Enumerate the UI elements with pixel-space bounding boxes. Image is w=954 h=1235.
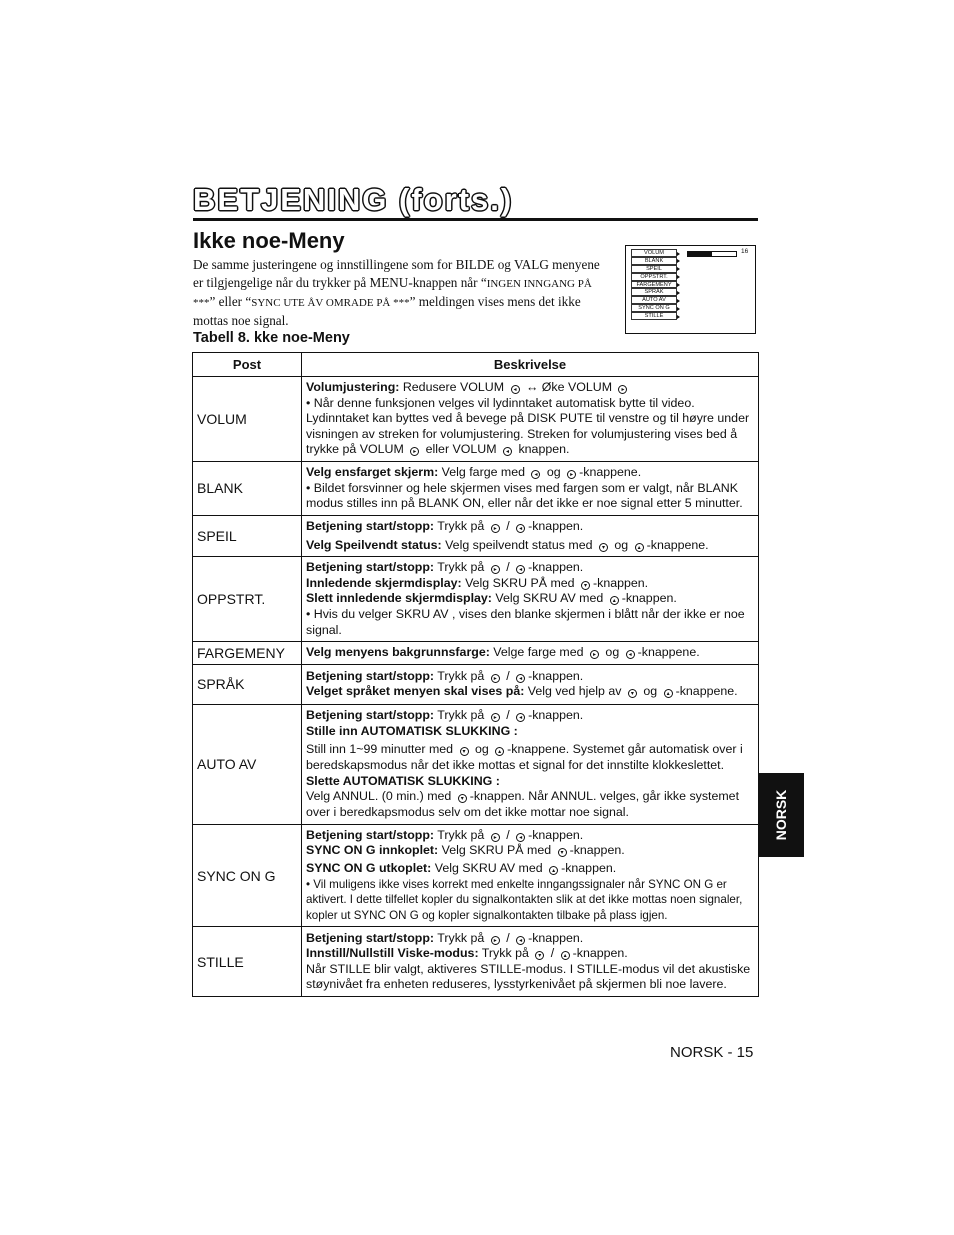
osd-item-blank: BLANK xyxy=(631,257,677,265)
row-desc-auto-av: Betjening start/stopp: Trykk på ▸ / ◂ -knappen. Stille inn AUTOMATISK SLUKKING : Still inn 1~99 minutter med ▾ og ▴ -knappene. Systemet går automatisk over i beredskapsmodus når det ikke mottas et signal for det innstilte klokkeslettet. Slette AUTOMATISK SLUKKING : Velg ANNUL. (0 min.) med ▾ -knappen. Når ANNUL. velges, går ikke systemet over i beredkapsmodus selv om det ikke mottar noe signal. xyxy=(302,704,759,824)
row-desc-blank: Velg ensfarget skjerm: Velg farge med ◂ og ▸ -knappene. • Bildet forsvinner og hele skjermen vises med fargen som er valgt, når BLANK modus stilles inn på BLANK ON, eller når det ikke er noe signal etter 5 minutter. xyxy=(302,461,759,515)
left-arrow-button-icon: ◂ xyxy=(516,674,525,683)
left-arrow-button-icon: ◂ xyxy=(516,713,525,722)
right-arrow-button-icon: ▸ xyxy=(491,833,500,842)
row-desc-sync-on-g: Betjening start/stopp: Trykk på ▸ / ◂ -knappen. SYNC ON G innkoplet: Velg SKRU PÅ med ▾ -knappen. SYNC ON G utkoplet: Velg SKRU AV med ▴ -knappen. • Vil muligens ikke vises korrekt med enkelte inngangssignaler når SYNC ON G er aktivert. I dette tilfellet kopler du signalkontakten slik at det ikke mottas noen signaler, kopler ut SYNC ON G og kopler signalkontakten tilbake på plass igjen. xyxy=(302,824,759,927)
table-row xyxy=(193,515,759,556)
row-post-volum: VOLUM xyxy=(193,377,302,462)
up-arrow-button-icon: ▴ xyxy=(664,689,673,698)
right-arrow-button-icon: ▸ xyxy=(491,524,500,533)
left-arrow-button-icon: ◂ xyxy=(626,650,635,659)
row-desc-stille: Betjening start/stopp: Trykk på ▸ / ◂ -knappen. Innstill/Nullstill Viske-modus: Trykk på ▾ / ▴ -knappen. Når STILLE blir valgt, aktiveres STILLE-modus. I STILLE-modus vil det akustiske støynivået fra enheten reduseres, lysstyrkenivået på skjermen bli noe lavere. xyxy=(302,927,759,997)
row-desc-sprak: Betjening start/stopp: Trykk på ▸ / ◂ -knappen. Velget språket menyen skal vises på: Velg ved hjelp av ▾ og ▴ -knappene. xyxy=(302,664,759,704)
row-post-blank: BLANK xyxy=(193,461,302,515)
osd-item-auto-av: AUTO AV xyxy=(631,296,677,304)
right-arrow-button-icon: ▸ xyxy=(567,470,576,479)
down-arrow-button-icon: ▾ xyxy=(581,581,590,590)
osd-item-sprak: SPRÅK xyxy=(631,288,677,296)
table-row xyxy=(193,557,759,642)
up-arrow-button-icon: ▴ xyxy=(549,866,558,875)
language-side-tab-label: NORSK xyxy=(773,789,789,841)
row-post-oppstrt: OPPSTRT. xyxy=(193,557,302,642)
up-arrow-button-icon: ▴ xyxy=(495,747,504,756)
table-row xyxy=(193,642,759,665)
page-number: NORSK - 15 xyxy=(670,1044,754,1061)
left-arrow-button-icon: ◂ xyxy=(516,936,525,945)
right-arrow-button-icon: ▸ xyxy=(491,936,500,945)
right-arrow-button-icon: ▸ xyxy=(618,385,627,394)
down-arrow-button-icon: ▾ xyxy=(535,951,544,960)
table-row xyxy=(193,664,759,704)
down-arrow-button-icon: ▾ xyxy=(460,747,469,756)
right-arrow-button-icon: ▸ xyxy=(491,713,500,722)
page-title: BETJENING (forts.) xyxy=(193,182,514,217)
left-arrow-button-icon: ◂ xyxy=(516,524,525,533)
up-arrow-button-icon: ▴ xyxy=(610,596,619,605)
up-arrow-button-icon: ▴ xyxy=(561,951,570,960)
down-arrow-button-icon: ▾ xyxy=(458,794,467,803)
osd-item-stille: STILLE xyxy=(631,312,677,320)
osd-item-volum: VOLUM xyxy=(631,249,677,257)
left-arrow-button-icon: ◂ xyxy=(531,470,540,479)
down-arrow-button-icon: ▾ xyxy=(599,543,608,552)
row-post-stille: STILLE xyxy=(193,927,302,997)
table-row xyxy=(193,927,759,997)
left-arrow-button-icon: ◂ xyxy=(511,385,520,394)
row-desc-volum: Volumjustering: Redusere VOLUM ◂ ↔ Øke VOLUM ▸ • Når denne funksjonen velges vil lydinntaket automatisk bytte til video. Lydinntaket kan byttes ved å bevege på DISK PUTE til venstre og til høyre under visningen av streken for volumjustering. Streken for volumjustering vises bed å trykke på VOLUM ▸ eller VOLUM ◂ knappen. xyxy=(302,377,759,462)
table-header-row xyxy=(193,353,759,377)
row-desc-oppstrt: Betjening start/stopp: Trykk på ▸ / ◂ -knappen. Innledende skjermdisplay: Velg SKRU PÅ med ▾ -knappen. Slett innledende skjermdisplay: Velg SKRU AV med ▴ -knappen. • Hvis du velger SKRU AV , vises den blanke skjermen i blått når der ikke er noe signal. xyxy=(302,557,759,642)
osd-volume-bar-fill xyxy=(688,252,712,256)
left-arrow-button-icon: ◂ xyxy=(516,565,525,574)
intro-paragraph: De samme justeringene og innstillingene som for BILDE og VALG menyene er tilgjengelige når du trykker på MENU-knappen når “INGEN INNGANG PÅ ***” eller “SYNC UTE ÅV OMRADE PÅ ***” meldingen vises mens det ikke mottas noe signal. xyxy=(193,257,600,328)
row-post-sync-on-g: SYNC ON G xyxy=(193,824,302,927)
table-row xyxy=(193,377,759,462)
row-post-speil: SPEIL xyxy=(193,515,302,556)
right-arrow-button-icon: ▸ xyxy=(590,650,599,659)
down-arrow-button-icon: ▾ xyxy=(558,848,567,857)
header-post: Post xyxy=(193,353,302,377)
row-post-auto-av: AUTO AV xyxy=(193,704,302,824)
osd-item-sync-on-g: SYNC ON G xyxy=(631,304,677,312)
row-post-sprak: SPRÅK xyxy=(193,664,302,704)
language-side-tab xyxy=(758,773,804,857)
right-arrow-button-icon: ▸ xyxy=(410,447,419,456)
row-desc-fargemeny: Velg menyens bakgrunnsfarge: Velge farge med ▸ og ◂ -knappene. xyxy=(302,642,759,665)
header-beskrivelse: Beskrivelse xyxy=(302,353,759,377)
table-row xyxy=(193,704,759,824)
osd-volume-bar xyxy=(687,251,737,257)
section-title: Ikke noe-Meny xyxy=(193,228,345,253)
table-row xyxy=(193,461,759,515)
table-caption: Tabell 8. kke noe-Meny xyxy=(193,330,350,346)
row-post-fargemeny: FARGEMENY xyxy=(193,642,302,665)
down-arrow-button-icon: ▾ xyxy=(628,689,637,698)
osd-item-speil: SPEIL xyxy=(631,265,677,273)
menu-table xyxy=(192,352,759,997)
title-rule xyxy=(193,218,758,221)
osd-item-fargemeny: FARGEMENY xyxy=(631,281,677,289)
osd-item-oppstrt: OPPSTRT. xyxy=(631,273,677,281)
right-arrow-button-icon: ▸ xyxy=(491,565,500,574)
right-arrow-button-icon: ▸ xyxy=(491,674,500,683)
osd-menu-preview xyxy=(625,245,756,334)
osd-volume-value: 16 xyxy=(741,248,749,255)
osd-menu-list xyxy=(631,249,677,320)
table-row xyxy=(193,824,759,927)
row-desc-speil: Betjening start/stopp: Trykk på ▸ / ◂ -knappen. Velg Speilvendt status: Velg speilvendt status med ▾ og ▴ -knappene. xyxy=(302,515,759,556)
up-arrow-button-icon: ▴ xyxy=(635,543,644,552)
left-arrow-button-icon: ◂ xyxy=(516,833,525,842)
left-arrow-button-icon: ◂ xyxy=(503,447,512,456)
